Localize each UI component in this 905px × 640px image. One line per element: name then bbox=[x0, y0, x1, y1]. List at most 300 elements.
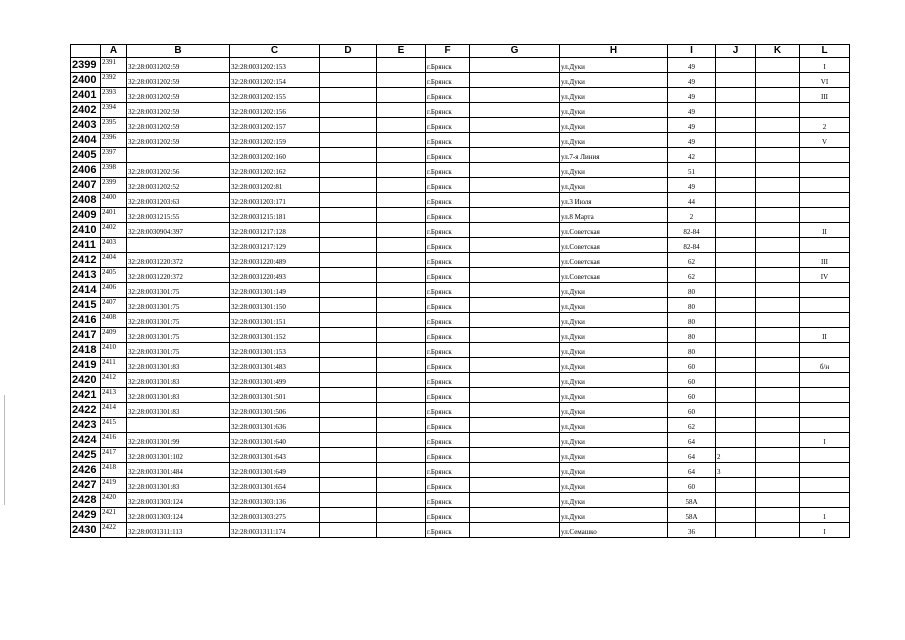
cell-g[interactable] bbox=[470, 448, 560, 463]
cell-i[interactable]: 80 bbox=[668, 328, 716, 343]
cell-e[interactable] bbox=[377, 193, 426, 208]
cell-e[interactable] bbox=[377, 433, 426, 448]
cell-c[interactable]: 32:28:0031301:153 bbox=[230, 343, 320, 358]
cell-e[interactable] bbox=[377, 298, 426, 313]
cell-k[interactable] bbox=[756, 433, 800, 448]
cell-h[interactable]: ул.Дуки bbox=[560, 58, 668, 73]
row-number-cell[interactable]: 2427 bbox=[71, 478, 101, 493]
cell-d[interactable] bbox=[320, 403, 377, 418]
cell-f[interactable]: г.Брянск bbox=[426, 403, 470, 418]
row-number-cell[interactable]: 2425 bbox=[71, 448, 101, 463]
cell-e[interactable] bbox=[377, 358, 426, 373]
row-number-cell[interactable]: 2417 bbox=[71, 328, 101, 343]
cell-k[interactable] bbox=[756, 418, 800, 433]
cell-d[interactable] bbox=[320, 163, 377, 178]
cell-d[interactable] bbox=[320, 193, 377, 208]
cell-f[interactable]: г.Брянск bbox=[426, 313, 470, 328]
cell-e[interactable] bbox=[377, 403, 426, 418]
cell-h[interactable]: ул.Дуки bbox=[560, 73, 668, 88]
cell-b[interactable]: 32:28:0031301:83 bbox=[127, 403, 230, 418]
cell-d[interactable] bbox=[320, 358, 377, 373]
cell-e[interactable] bbox=[377, 388, 426, 403]
cell-j[interactable] bbox=[716, 58, 756, 73]
cell-b[interactable]: 32:28:0031301:484 bbox=[127, 463, 230, 478]
cell-h[interactable]: ул.3 Июля bbox=[560, 193, 668, 208]
cell-h[interactable]: ул.Дуки bbox=[560, 298, 668, 313]
cell-c[interactable]: 32:28:0031301:149 bbox=[230, 283, 320, 298]
cell-k[interactable] bbox=[756, 88, 800, 103]
cell-d[interactable] bbox=[320, 208, 377, 223]
cell-k[interactable] bbox=[756, 133, 800, 148]
cell-f[interactable]: г.Брянск bbox=[426, 208, 470, 223]
cell-i[interactable]: 36 bbox=[668, 523, 716, 538]
cell-j[interactable] bbox=[716, 358, 756, 373]
cell-b[interactable]: 32:28:0031301:99 bbox=[127, 433, 230, 448]
cell-l[interactable] bbox=[800, 193, 850, 208]
cell-e[interactable] bbox=[377, 118, 426, 133]
cell-c[interactable]: 32:28:0031301:501 bbox=[230, 388, 320, 403]
cell-a[interactable]: 2412 bbox=[101, 373, 127, 388]
cell-h[interactable]: ул.Дуки bbox=[560, 343, 668, 358]
cell-a[interactable]: 2392 bbox=[101, 73, 127, 88]
cell-k[interactable] bbox=[756, 328, 800, 343]
cell-d[interactable] bbox=[320, 463, 377, 478]
row-number-cell[interactable]: 2426 bbox=[71, 463, 101, 478]
column-header-c[interactable]: C bbox=[230, 45, 320, 58]
row-number-cell[interactable]: 2404 bbox=[71, 133, 101, 148]
cell-c[interactable]: 32:28:0031220:493 bbox=[230, 268, 320, 283]
row-number-cell[interactable]: 2424 bbox=[71, 433, 101, 448]
column-header-i[interactable]: I bbox=[668, 45, 716, 58]
cell-f[interactable]: г.Брянск bbox=[426, 178, 470, 193]
cell-g[interactable] bbox=[470, 178, 560, 193]
cell-g[interactable] bbox=[470, 133, 560, 148]
cell-k[interactable] bbox=[756, 373, 800, 388]
cell-c[interactable]: 32:28:0031301:636 bbox=[230, 418, 320, 433]
cell-i[interactable]: 2 bbox=[668, 208, 716, 223]
cell-g[interactable] bbox=[470, 433, 560, 448]
cell-g[interactable] bbox=[470, 508, 560, 523]
cell-g[interactable] bbox=[470, 253, 560, 268]
cell-e[interactable] bbox=[377, 493, 426, 508]
cell-j[interactable] bbox=[716, 118, 756, 133]
cell-j[interactable] bbox=[716, 268, 756, 283]
cell-f[interactable]: г.Брянск bbox=[426, 268, 470, 283]
cell-d[interactable] bbox=[320, 58, 377, 73]
row-number-cell[interactable]: 2406 bbox=[71, 163, 101, 178]
cell-a[interactable]: 2393 bbox=[101, 88, 127, 103]
cell-g[interactable] bbox=[470, 73, 560, 88]
cell-j[interactable] bbox=[716, 418, 756, 433]
cell-a[interactable]: 2395 bbox=[101, 118, 127, 133]
row-number-cell[interactable]: 2416 bbox=[71, 313, 101, 328]
cell-a[interactable]: 2415 bbox=[101, 418, 127, 433]
cell-i[interactable]: 64 bbox=[668, 448, 716, 463]
cell-a[interactable]: 2414 bbox=[101, 403, 127, 418]
cell-i[interactable]: 80 bbox=[668, 313, 716, 328]
row-number-cell[interactable]: 2421 bbox=[71, 388, 101, 403]
cell-g[interactable] bbox=[470, 328, 560, 343]
cell-k[interactable] bbox=[756, 238, 800, 253]
column-header-k[interactable]: K bbox=[756, 45, 800, 58]
cell-i[interactable]: 42 bbox=[668, 148, 716, 163]
cell-b[interactable] bbox=[127, 418, 230, 433]
cell-a[interactable]: 2400 bbox=[101, 193, 127, 208]
cell-j[interactable] bbox=[716, 478, 756, 493]
cell-a[interactable]: 2406 bbox=[101, 283, 127, 298]
cell-b[interactable]: 32:28:0031301:83 bbox=[127, 478, 230, 493]
cell-i[interactable]: 49 bbox=[668, 103, 716, 118]
cell-l[interactable] bbox=[800, 463, 850, 478]
cell-l[interactable] bbox=[800, 448, 850, 463]
cell-i[interactable]: 58А bbox=[668, 508, 716, 523]
cell-a[interactable]: 2411 bbox=[101, 358, 127, 373]
cell-l[interactable]: 2 bbox=[800, 118, 850, 133]
cell-e[interactable] bbox=[377, 163, 426, 178]
cell-g[interactable] bbox=[470, 88, 560, 103]
cell-h[interactable]: ул.Советская bbox=[560, 268, 668, 283]
cell-k[interactable] bbox=[756, 178, 800, 193]
cell-d[interactable] bbox=[320, 178, 377, 193]
row-number-cell[interactable]: 2419 bbox=[71, 358, 101, 373]
cell-e[interactable] bbox=[377, 178, 426, 193]
cell-i[interactable]: 49 bbox=[668, 133, 716, 148]
cell-d[interactable] bbox=[320, 493, 377, 508]
cell-h[interactable]: ул.Дуки bbox=[560, 163, 668, 178]
cell-k[interactable] bbox=[756, 403, 800, 418]
cell-f[interactable]: г.Брянск bbox=[426, 103, 470, 118]
row-number-cell[interactable]: 2420 bbox=[71, 373, 101, 388]
cell-b[interactable]: 32:28:0031202:59 bbox=[127, 103, 230, 118]
cell-k[interactable] bbox=[756, 508, 800, 523]
cell-b[interactable]: 32:28:0031202:59 bbox=[127, 58, 230, 73]
cell-a[interactable]: 2410 bbox=[101, 343, 127, 358]
cell-b[interactable]: 32:28:0031203:63 bbox=[127, 193, 230, 208]
cell-e[interactable] bbox=[377, 58, 426, 73]
column-header-l[interactable]: L bbox=[800, 45, 850, 58]
corner-header-cell[interactable] bbox=[71, 45, 101, 58]
cell-j[interactable] bbox=[716, 163, 756, 178]
row-number-cell[interactable]: 2430 bbox=[71, 523, 101, 538]
column-header-j[interactable]: J bbox=[716, 45, 756, 58]
cell-l[interactable] bbox=[800, 403, 850, 418]
cell-c[interactable]: 32:28:0031301:640 bbox=[230, 433, 320, 448]
cell-j[interactable] bbox=[716, 298, 756, 313]
cell-f[interactable]: г.Брянск bbox=[426, 193, 470, 208]
cell-g[interactable] bbox=[470, 283, 560, 298]
cell-c[interactable]: 32:28:0031215:181 bbox=[230, 208, 320, 223]
cell-a[interactable]: 2399 bbox=[101, 178, 127, 193]
cell-i[interactable]: 49 bbox=[668, 73, 716, 88]
cell-j[interactable] bbox=[716, 148, 756, 163]
cell-c[interactable]: 32:28:0031202:81 bbox=[230, 178, 320, 193]
cell-l[interactable] bbox=[800, 298, 850, 313]
cell-k[interactable] bbox=[756, 283, 800, 298]
cell-a[interactable]: 2420 bbox=[101, 493, 127, 508]
cell-g[interactable] bbox=[470, 388, 560, 403]
cell-c[interactable]: 32:28:0031202:156 bbox=[230, 103, 320, 118]
cell-c[interactable]: 32:28:0031301:483 bbox=[230, 358, 320, 373]
cell-l[interactable] bbox=[800, 343, 850, 358]
cell-a[interactable]: 2404 bbox=[101, 253, 127, 268]
cell-a[interactable]: 2408 bbox=[101, 313, 127, 328]
row-number-cell[interactable]: 2410 bbox=[71, 223, 101, 238]
cell-e[interactable] bbox=[377, 313, 426, 328]
cell-b[interactable]: 32:28:0031202:59 bbox=[127, 118, 230, 133]
cell-d[interactable] bbox=[320, 148, 377, 163]
cell-e[interactable] bbox=[377, 208, 426, 223]
cell-a[interactable]: 2422 bbox=[101, 523, 127, 538]
cell-c[interactable]: 32:28:0031301:499 bbox=[230, 373, 320, 388]
cell-k[interactable] bbox=[756, 523, 800, 538]
cell-c[interactable]: 32:28:0031301:152 bbox=[230, 328, 320, 343]
cell-k[interactable] bbox=[756, 163, 800, 178]
cell-e[interactable] bbox=[377, 223, 426, 238]
cell-b[interactable]: 32:28:0031301:83 bbox=[127, 388, 230, 403]
cell-l[interactable] bbox=[800, 238, 850, 253]
cell-h[interactable]: ул.Дуки bbox=[560, 448, 668, 463]
cell-a[interactable]: 2394 bbox=[101, 103, 127, 118]
row-number-cell[interactable]: 2401 bbox=[71, 88, 101, 103]
cell-k[interactable] bbox=[756, 73, 800, 88]
cell-b[interactable]: 32:28:0031202:56 bbox=[127, 163, 230, 178]
cell-h[interactable]: ул.Дуки bbox=[560, 418, 668, 433]
cell-c[interactable]: 32:28:0031220:489 bbox=[230, 253, 320, 268]
cell-h[interactable]: ул.Советская bbox=[560, 223, 668, 238]
cell-k[interactable] bbox=[756, 103, 800, 118]
cell-f[interactable]: г.Брянск bbox=[426, 118, 470, 133]
cell-k[interactable] bbox=[756, 343, 800, 358]
cell-c[interactable]: 32:28:0031301:649 bbox=[230, 463, 320, 478]
cell-b[interactable]: 32:28:0031301:75 bbox=[127, 328, 230, 343]
cell-j[interactable] bbox=[716, 403, 756, 418]
cell-d[interactable] bbox=[320, 88, 377, 103]
cell-c[interactable]: 32:28:0031203:171 bbox=[230, 193, 320, 208]
cell-f[interactable]: г.Брянск bbox=[426, 163, 470, 178]
cell-j[interactable] bbox=[716, 208, 756, 223]
row-number-cell[interactable]: 2403 bbox=[71, 118, 101, 133]
cell-d[interactable] bbox=[320, 328, 377, 343]
cell-j[interactable] bbox=[716, 313, 756, 328]
cell-l[interactable]: V bbox=[800, 133, 850, 148]
cell-k[interactable] bbox=[756, 313, 800, 328]
cell-l[interactable]: I bbox=[800, 433, 850, 448]
cell-g[interactable] bbox=[470, 103, 560, 118]
cell-j[interactable] bbox=[716, 238, 756, 253]
cell-i[interactable]: 60 bbox=[668, 478, 716, 493]
cell-k[interactable] bbox=[756, 223, 800, 238]
cell-i[interactable]: 62 bbox=[668, 418, 716, 433]
cell-l[interactable]: I bbox=[800, 523, 850, 538]
cell-j[interactable] bbox=[716, 73, 756, 88]
cell-e[interactable] bbox=[377, 238, 426, 253]
cell-l[interactable]: III bbox=[800, 253, 850, 268]
cell-d[interactable] bbox=[320, 478, 377, 493]
cell-e[interactable] bbox=[377, 508, 426, 523]
cell-b[interactable]: 32:28:0031220:372 bbox=[127, 253, 230, 268]
cell-f[interactable]: г.Брянск bbox=[426, 523, 470, 538]
cell-f[interactable]: г.Брянск bbox=[426, 133, 470, 148]
cell-j[interactable] bbox=[716, 103, 756, 118]
cell-g[interactable] bbox=[470, 493, 560, 508]
cell-b[interactable]: 32:28:0031215:55 bbox=[127, 208, 230, 223]
cell-f[interactable]: г.Брянск bbox=[426, 463, 470, 478]
cell-g[interactable] bbox=[470, 358, 560, 373]
row-number-cell[interactable]: 2407 bbox=[71, 178, 101, 193]
cell-j[interactable] bbox=[716, 373, 756, 388]
cell-g[interactable] bbox=[470, 313, 560, 328]
row-number-cell[interactable]: 2412 bbox=[71, 253, 101, 268]
cell-l[interactable] bbox=[800, 208, 850, 223]
cell-i[interactable]: 82-84 bbox=[668, 238, 716, 253]
cell-g[interactable] bbox=[470, 298, 560, 313]
cell-e[interactable] bbox=[377, 463, 426, 478]
cell-b[interactable]: 32:28:0031301:83 bbox=[127, 373, 230, 388]
cell-l[interactable] bbox=[800, 178, 850, 193]
cell-g[interactable] bbox=[470, 238, 560, 253]
cell-c[interactable]: 32:28:0031311:174 bbox=[230, 523, 320, 538]
cell-b[interactable]: 32:28:0031303:124 bbox=[127, 508, 230, 523]
cell-k[interactable] bbox=[756, 298, 800, 313]
cell-i[interactable]: 62 bbox=[668, 253, 716, 268]
cell-k[interactable] bbox=[756, 253, 800, 268]
cell-g[interactable] bbox=[470, 403, 560, 418]
cell-l[interactable] bbox=[800, 478, 850, 493]
cell-l[interactable]: II bbox=[800, 328, 850, 343]
column-header-g[interactable]: G bbox=[470, 45, 560, 58]
row-number-cell[interactable]: 2409 bbox=[71, 208, 101, 223]
cell-c[interactable]: 32:28:0031202:155 bbox=[230, 88, 320, 103]
cell-b[interactable]: 32:28:0031220:372 bbox=[127, 268, 230, 283]
cell-d[interactable] bbox=[320, 343, 377, 358]
column-header-h[interactable]: H bbox=[560, 45, 668, 58]
cell-d[interactable] bbox=[320, 223, 377, 238]
cell-h[interactable]: ул.Дуки bbox=[560, 478, 668, 493]
cell-b[interactable] bbox=[127, 148, 230, 163]
cell-h[interactable]: ул.Дуки bbox=[560, 283, 668, 298]
cell-i[interactable]: 64 bbox=[668, 433, 716, 448]
cell-g[interactable] bbox=[470, 523, 560, 538]
row-number-cell[interactable]: 2415 bbox=[71, 298, 101, 313]
cell-h[interactable]: ул.Дуки bbox=[560, 433, 668, 448]
cell-b[interactable]: 32:28:0031301:75 bbox=[127, 313, 230, 328]
cell-a[interactable]: 2402 bbox=[101, 223, 127, 238]
row-number-cell[interactable]: 2402 bbox=[71, 103, 101, 118]
cell-c[interactable]: 32:28:0031301:654 bbox=[230, 478, 320, 493]
cell-f[interactable]: г.Брянск bbox=[426, 73, 470, 88]
cell-d[interactable] bbox=[320, 508, 377, 523]
cell-e[interactable] bbox=[377, 253, 426, 268]
cell-d[interactable] bbox=[320, 283, 377, 298]
cell-e[interactable] bbox=[377, 328, 426, 343]
cell-f[interactable]: г.Брянск bbox=[426, 238, 470, 253]
cell-i[interactable]: 60 bbox=[668, 388, 716, 403]
cell-e[interactable] bbox=[377, 103, 426, 118]
cell-d[interactable] bbox=[320, 118, 377, 133]
cell-j[interactable] bbox=[716, 223, 756, 238]
cell-i[interactable]: 60 bbox=[668, 358, 716, 373]
cell-j[interactable] bbox=[716, 178, 756, 193]
cell-h[interactable]: ул.8 Марта bbox=[560, 208, 668, 223]
cell-j[interactable] bbox=[716, 388, 756, 403]
cell-h[interactable]: ул.Дуки bbox=[560, 358, 668, 373]
cell-b[interactable]: 32:28:0031301:75 bbox=[127, 298, 230, 313]
cell-b[interactable]: 32:28:0031311:113 bbox=[127, 523, 230, 538]
cell-g[interactable] bbox=[470, 148, 560, 163]
column-header-b[interactable]: B bbox=[127, 45, 230, 58]
cell-i[interactable]: 49 bbox=[668, 88, 716, 103]
cell-h[interactable]: ул.Дуки bbox=[560, 403, 668, 418]
cell-c[interactable]: 32:28:0031301:506 bbox=[230, 403, 320, 418]
cell-e[interactable] bbox=[377, 478, 426, 493]
cell-k[interactable] bbox=[756, 388, 800, 403]
cell-f[interactable]: г.Брянск bbox=[426, 298, 470, 313]
cell-c[interactable]: 32:28:0031202:154 bbox=[230, 73, 320, 88]
cell-k[interactable] bbox=[756, 358, 800, 373]
cell-l[interactable]: I bbox=[800, 58, 850, 73]
cell-f[interactable]: г.Брянск bbox=[426, 508, 470, 523]
cell-b[interactable]: 32:28:0031301:83 bbox=[127, 358, 230, 373]
cell-i[interactable]: 82-84 bbox=[668, 223, 716, 238]
cell-i[interactable]: 80 bbox=[668, 298, 716, 313]
cell-e[interactable] bbox=[377, 73, 426, 88]
row-number-cell[interactable]: 2423 bbox=[71, 418, 101, 433]
cell-f[interactable]: г.Брянск bbox=[426, 358, 470, 373]
cell-f[interactable]: г.Брянск bbox=[426, 253, 470, 268]
cell-f[interactable]: г.Брянск bbox=[426, 148, 470, 163]
cell-g[interactable] bbox=[470, 268, 560, 283]
cell-h[interactable]: ул.Дуки bbox=[560, 508, 668, 523]
cell-j[interactable] bbox=[716, 88, 756, 103]
cell-i[interactable]: 60 bbox=[668, 403, 716, 418]
cell-h[interactable]: ул.Дуки bbox=[560, 118, 668, 133]
cell-k[interactable] bbox=[756, 268, 800, 283]
cell-a[interactable]: 2407 bbox=[101, 298, 127, 313]
cell-l[interactable]: III bbox=[800, 88, 850, 103]
cell-f[interactable]: г.Брянск bbox=[426, 343, 470, 358]
cell-h[interactable]: ул.Дуки bbox=[560, 388, 668, 403]
cell-i[interactable]: 64 bbox=[668, 463, 716, 478]
cell-g[interactable] bbox=[470, 478, 560, 493]
cell-d[interactable] bbox=[320, 448, 377, 463]
cell-i[interactable]: 49 bbox=[668, 178, 716, 193]
cell-h[interactable]: ул.Дуки bbox=[560, 493, 668, 508]
cell-a[interactable]: 2398 bbox=[101, 163, 127, 178]
cell-h[interactable]: ул.Дуки bbox=[560, 373, 668, 388]
cell-e[interactable] bbox=[377, 88, 426, 103]
cell-b[interactable]: 32:28:0031301:102 bbox=[127, 448, 230, 463]
cell-j[interactable] bbox=[716, 508, 756, 523]
cell-b[interactable]: 32:28:0031303:124 bbox=[127, 493, 230, 508]
cell-c[interactable]: 32:28:0031301:151 bbox=[230, 313, 320, 328]
cell-e[interactable] bbox=[377, 343, 426, 358]
row-number-cell[interactable]: 2428 bbox=[71, 493, 101, 508]
cell-d[interactable] bbox=[320, 418, 377, 433]
row-number-cell[interactable]: 2422 bbox=[71, 403, 101, 418]
cell-h[interactable]: ул.Дуки bbox=[560, 463, 668, 478]
row-number-cell[interactable]: 2408 bbox=[71, 193, 101, 208]
cell-i[interactable]: 49 bbox=[668, 58, 716, 73]
row-number-cell[interactable]: 2418 bbox=[71, 343, 101, 358]
cell-c[interactable]: 32:28:0031301:150 bbox=[230, 298, 320, 313]
cell-e[interactable] bbox=[377, 373, 426, 388]
cell-l[interactable] bbox=[800, 283, 850, 298]
cell-e[interactable] bbox=[377, 523, 426, 538]
cell-g[interactable] bbox=[470, 373, 560, 388]
cell-j[interactable] bbox=[716, 343, 756, 358]
cell-l[interactable] bbox=[800, 373, 850, 388]
cell-g[interactable] bbox=[470, 118, 560, 133]
